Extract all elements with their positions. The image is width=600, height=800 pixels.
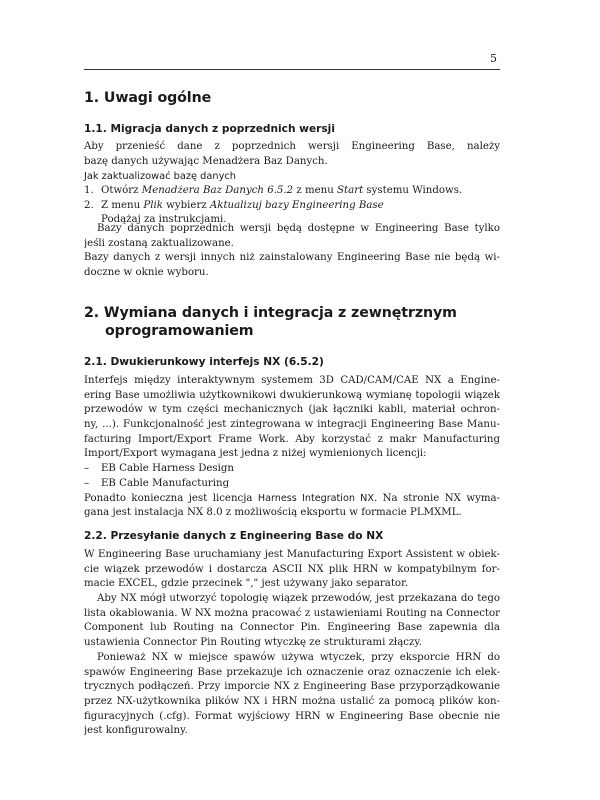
section-heading-1: 1. Uwagi ogólne — [84, 90, 212, 106]
text-line: Interfejs między interaktywnym systemem 3D CAD/CAM/CAE NX a Engine- — [84, 375, 500, 386]
list-item — [84, 199, 500, 214]
text-line: bazę danych używając Menadżera Baz Danych. — [84, 155, 328, 167]
list-dash: – — [84, 477, 90, 489]
text-line: Bazy danych z wersji innych niż zainstalowany Engineering Base nie będą wi- — [84, 252, 500, 264]
text-line: lista okablowania. W NX można pracować z ustawieniami Routing na Connector — [84, 607, 500, 619]
list-text: Z menu Plik wybierz Aktualizuj bazy Engineering Base — [101, 199, 384, 211]
paragraph-nx-interface — [84, 374, 500, 521]
text-line: przewodów w tym części mechanicznych (jak łączniki kabli, materiał ochron- — [84, 404, 500, 416]
text-line: Aby przenieść dane z poprzednich wersji Engineering Base, należy — [84, 141, 500, 152]
text-line: jest konfigurowalny. — [84, 725, 188, 737]
steps-heading: Jak zaktualizować bazę danych — [84, 171, 236, 182]
text-line: facturing Import/Export Frame Work. Aby korzystać z makr Manufacturing — [84, 433, 500, 445]
paragraph-export — [84, 548, 500, 739]
page-number: 5 — [490, 52, 497, 65]
text-line: przez NX-użytkownika plików NX i HRN można ustalić za pomocą plików kon- — [84, 695, 500, 707]
text-line: jeśli zostaną zaktualizowane. — [84, 237, 234, 249]
list-dash: – — [84, 463, 90, 475]
text-line: cie wiązek przewodów i dostarcza ASCII NX plik HRN w kompatybilnym for- — [84, 563, 500, 575]
text-line: Ponadto konieczna jest licencja Harness Integration NX. Na stronie NX wyma- — [84, 492, 500, 504]
list-text: EB Cable Harness Design — [101, 463, 234, 475]
list-item-continuation: Podążaj za instrukcjami. — [101, 214, 227, 226]
text-line: Import/Export wymagana jest jedna z niżej wymienionych licencji: — [84, 448, 427, 460]
text-line: ny, ...). Funkcjonalność jest zintegrowana w integracji Engineering Base Manu- — [84, 419, 500, 431]
header-rule — [84, 69, 500, 70]
text-line: Aby NX mógł utworzyć topologię wiązek przewodów, jest przekazana do tego — [97, 593, 500, 605]
text-line: gana jest instalacja NX 8.0 z możliwością eksportu w formacie PLMXML. — [84, 507, 462, 519]
subsection-heading-1-1: 1.1. Migracja danych z poprzednich wersji — [84, 123, 335, 135]
list-item — [84, 462, 500, 477]
subsection-heading-2-2: 2.2. Przesyłanie danych z Engineering Base do NX — [84, 530, 384, 542]
subsection-heading-2-1: 2.1. Dwukierunkowy interfejs NX (6.5.2) — [84, 356, 324, 368]
paragraph-availability — [84, 222, 500, 281]
text-line: doczne w oknie wyboru. — [84, 267, 209, 279]
text-line: Bazy danych poprzednich wersji będą dostępne w Engineering Base tylko — [97, 223, 500, 234]
text-line: ering Base umożliwia użytkownikowi dwukierunkową wymianę topologii wiązek — [84, 389, 500, 401]
text-line: W Engineering Base uruchamiany jest Manufacturing Export Assistent w obiek- — [84, 549, 500, 560]
text-line: Component lub Routing na Connector Pin. Engineering Base zapewnia dla — [84, 622, 500, 634]
list-number: 1. — [84, 185, 94, 196]
section-heading-2: 2. Wymiana danych i integracja z zewnętrznym oprogramowaniem — [84, 305, 457, 339]
paragraph-migration-intro — [84, 140, 500, 169]
list-text: Otwórz Menadżera Baz Danych 6.5.2 z menu Start systemu Windows. — [101, 185, 463, 196]
text-line: Ponieważ NX w miejsce spawów używa wtyczek, przy eksporcie HRN do — [97, 651, 500, 663]
text-line: ustawienia Connector Pin Routing wtyczkę ze strukturami złączy. — [84, 637, 423, 649]
list-item — [84, 184, 500, 199]
text-line: spawów Engineering Base przekazuje ich oznaczenie oraz oznaczenie ich elek- — [84, 666, 500, 678]
list-item — [84, 477, 500, 492]
list-text: EB Cable Manufacturing — [101, 477, 230, 489]
text-line: figuracyjnych (.cfg). Format wyjściowy HRN w Engineering Base obecnie nie — [84, 710, 500, 722]
list-number: 2. — [84, 199, 94, 211]
text-line: trycznych podłączeń. Przy imporcie NX z Engineering Base przyporządkowanie — [84, 681, 500, 693]
text-line: macie EXCEL, gdzie przecinek "," jest używany jako separator. — [84, 578, 409, 590]
